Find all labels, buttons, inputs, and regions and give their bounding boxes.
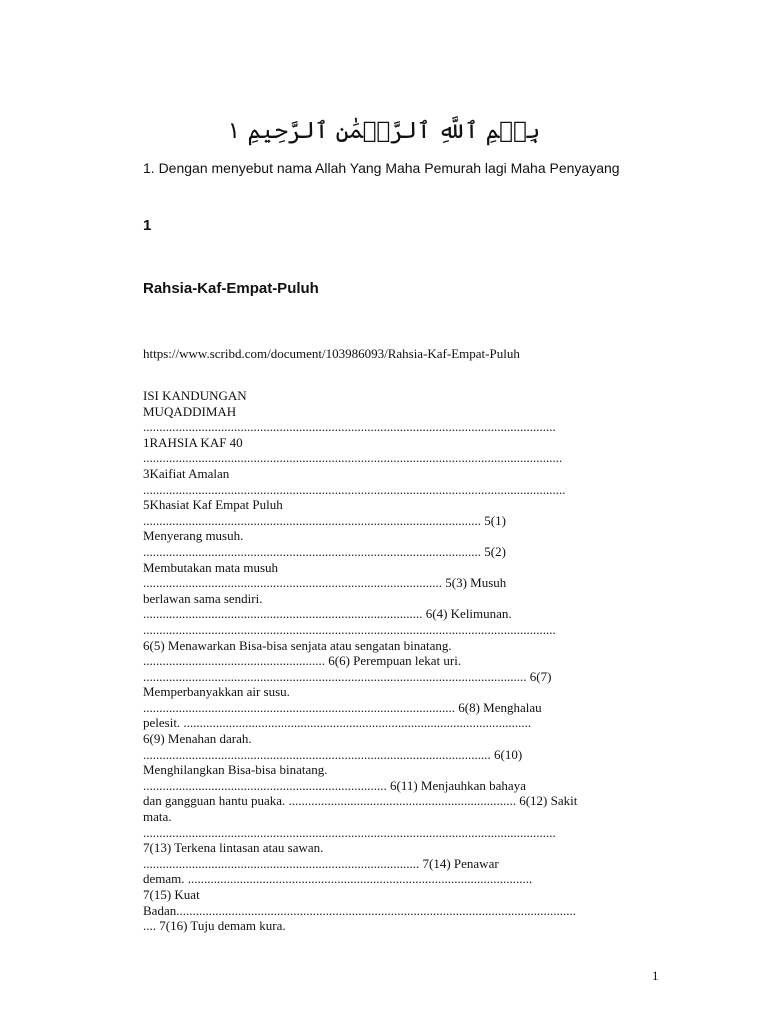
toc-line: ...................................................................................................................... 6(7)	[143, 668, 552, 684]
toc-line: ................................................................................................ 6(8) Menghalau	[143, 699, 542, 715]
toc-line: berlawan sama sendiri.	[143, 590, 263, 606]
toc-line: Badan...........................................................................................................................	[143, 902, 576, 918]
toc-line: ...............................................................................................................................	[143, 419, 556, 435]
table-of-contents	[143, 388, 663, 934]
toc-line: Menyerang musuh.	[143, 528, 244, 544]
toc-line: demam. ..........................................................................................................	[143, 871, 533, 887]
toc-line: mata.	[143, 809, 172, 825]
toc-line: ..................................................................................... 7(14) Penawar	[143, 855, 499, 871]
toc-line: ............................................................................................ 5(3) Musuh	[143, 575, 507, 591]
basmala-translation: 1. Dengan menyebut nama Allah Yang Maha Pemurah lagi Maha Penyayang	[143, 160, 620, 176]
toc-line: dan gangguan hantu puaka. ...................................................................... 6(12) Sakit	[143, 793, 578, 809]
toc-line: 7(13) Terkena lintasan atau sawan.	[143, 840, 324, 856]
toc-line: Menghilangkan Bisa-bisa binatang.	[143, 762, 328, 778]
toc-line: Membutakan mata musuh	[143, 559, 279, 575]
toc-line: MUQADDIMAH	[143, 403, 237, 419]
toc-line: 1RAHSIA KAF 40	[143, 434, 243, 450]
toc-line: 5Khasiat Kaf Empat Puluh	[143, 497, 283, 513]
chapter-number: 1	[143, 217, 152, 234]
toc-line: ...............................................................................................................................	[143, 824, 556, 840]
toc-line: ........................................................................................................ 5(1)	[143, 512, 506, 528]
page-number: 1	[652, 968, 659, 983]
toc-line: .... 7(16) Tuju demam kura.	[143, 918, 286, 934]
toc-line: ISI KANDUNGAN	[143, 388, 247, 403]
toc-line: pelesit. ...........................................................................................................	[143, 715, 532, 731]
toc-line: 6(5) Menawarkan Bisa-bisa senjata atau sengatan binatang.	[143, 637, 452, 653]
toc-line: ..................................................................................................................................	[143, 481, 566, 497]
document-title: Rahsia-Kaf-Empat-Puluh	[143, 280, 319, 297]
toc-line: 3Kaifiat Amalan	[143, 465, 230, 481]
toc-line: 7(15) Kuat	[143, 887, 200, 902]
toc-line: ........................................................................... 6(11) Menjauhkan bahaya	[143, 777, 526, 793]
toc-line: .................................................................................................................................	[143, 450, 563, 466]
toc-line: ...................................................................................... 6(4) Kelimunan.	[143, 606, 512, 622]
toc-line: ........................................................................................................... 6(10)	[143, 746, 523, 762]
source-url: https://www.scribd.com/document/103986093/Rahsia-Kaf-Empat-Puluh	[143, 346, 520, 361]
toc-line: ........................................................ 6(6) Perempuan lekat uri.	[143, 653, 462, 669]
basmala-heading: بِسۡمِ ٱللَّهِ ٱلرَّحۡمَٰنِ ٱلرَّحِيمِ ١	[227, 118, 541, 144]
toc-line: ........................................................................................................ 5(2)	[143, 543, 506, 559]
toc-line: Memperbanyakkan air susu.	[143, 684, 290, 700]
toc-line: ...............................................................................................................................	[143, 621, 556, 637]
toc-line: 6(9) Menahan darah.	[143, 731, 252, 747]
